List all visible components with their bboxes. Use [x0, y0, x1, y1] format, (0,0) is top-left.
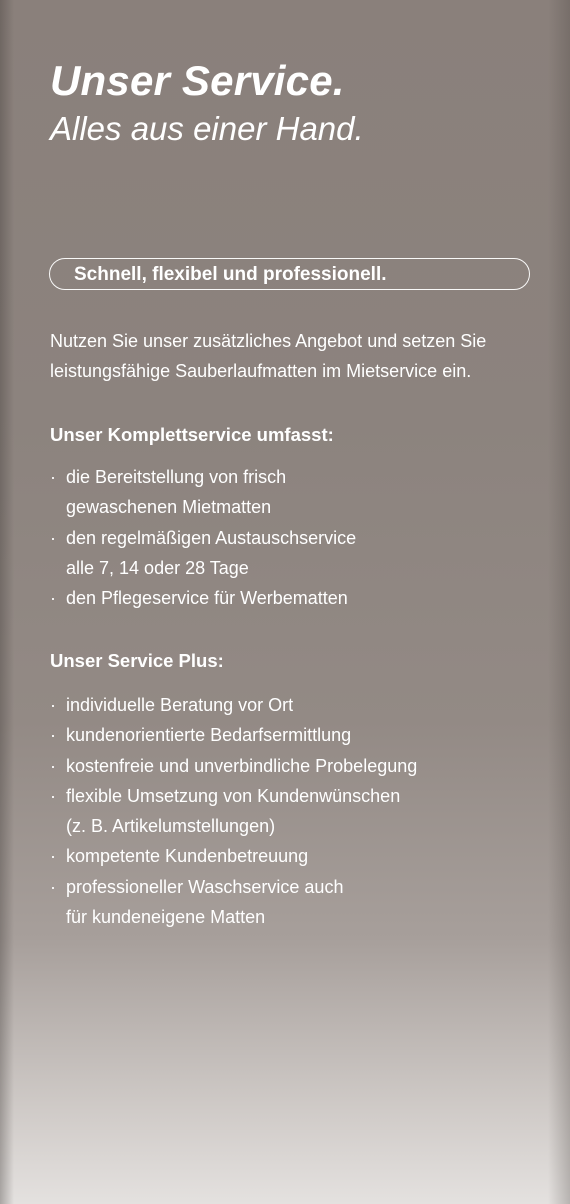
list-item: · kundenorientierte Bedarfsermittlung — [50, 720, 530, 750]
list-item: · die Bereitstellung von frisch gewaschenen Mietmatten — [50, 462, 530, 523]
complete-service-heading: Unser Komplettservice umfasst: — [50, 424, 334, 445]
list-item: · den Pflegeservice für Werbematten — [50, 583, 530, 613]
page-right-shadow — [548, 0, 570, 1204]
page-title: Unser Service. — [50, 57, 345, 104]
service-plus-heading: Unser Service Plus: — [50, 650, 224, 671]
list-item: · den regelmäßigen Austauschservice alle 7, 14 oder 28 Tage — [50, 523, 530, 584]
page-left-shadow — [0, 0, 14, 1204]
intro-paragraph: Nutzen Sie unser zusätzliches Angebot und setzen Sie leistungsfähige Sauberlaufmatten im Mietservice ein. — [50, 331, 487, 381]
complete-service-list — [50, 462, 530, 613]
list-item: · kompetente Kundenbetreuung — [50, 841, 530, 871]
service-plus-list — [50, 690, 530, 932]
list-item: · individuelle Beratung vor Ort — [50, 690, 530, 720]
page-subtitle: Alles aus einer Hand. — [50, 110, 364, 147]
list-item: · professioneller Waschservice auch für kundeneigene Matten — [50, 872, 530, 933]
list-item: · flexible Umsetzung von Kundenwünschen (z. B. Artikelumstellungen) — [50, 781, 530, 842]
list-item: · kostenfreie und unverbindliche Probelegung — [50, 751, 530, 781]
tagline-text: Schnell, flexibel und professionell. — [74, 264, 387, 285]
